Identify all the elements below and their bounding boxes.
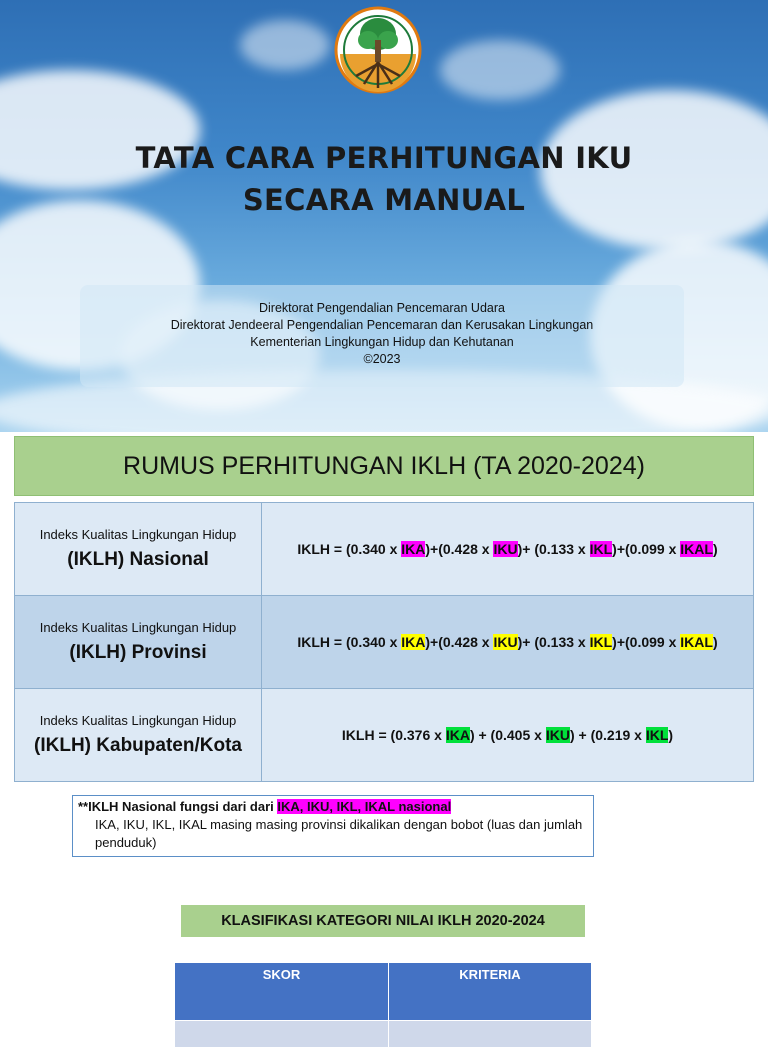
formula-text: ) + (0.219 x [569, 727, 646, 743]
header-skor: SKOR [175, 963, 389, 1021]
formula-text: )+(0.099 x [612, 634, 681, 650]
note-prefix: **IKLH Nasional fungsi dari dari [78, 799, 278, 814]
formula-label-small: Indeks Kualitas Lingkungan Hidup [39, 712, 237, 728]
table-row [15, 596, 754, 689]
formula-variable: IKA [401, 541, 426, 557]
formula-label-big: (IKLH) Nasional [67, 548, 209, 570]
formula-variable: IKL [645, 727, 669, 743]
info-copyright: ©2023 [363, 352, 401, 366]
info-ministry: Kementerian Lingkungan Hidup dan Kehutanan [250, 335, 514, 349]
formula-text: ) [668, 727, 674, 743]
formula-text: )+(0.428 x [425, 634, 494, 650]
formula-text: )+(0.428 x [425, 541, 494, 557]
formula-expression [262, 596, 754, 689]
formula-text: ) + (0.405 x [469, 727, 546, 743]
formula-variable: IKA [401, 634, 426, 650]
cover-slide [0, 0, 768, 432]
table-row-cell [175, 1021, 389, 1048]
formula-label-big: (IKLH) Kabupaten/Kota [34, 734, 242, 756]
note-detail: IKA, IKU, IKL, IKAL masing masing provinsi dikalikan dengan bobot (luas dan jumlah penduduk) [95, 817, 583, 850]
formula-variable: IKAL [680, 634, 713, 650]
formula-label-small: Indeks Kualitas Lingkungan Hidup [39, 619, 237, 635]
formula-label-cell [15, 503, 262, 596]
formula-variable: IKA [445, 727, 470, 743]
formula-variable: IKL [589, 541, 613, 557]
formula-text: ) [712, 541, 718, 557]
table-row-cell [389, 1021, 592, 1048]
formula-variable: IKU [493, 634, 518, 650]
classification-title: KLASIFIKASI KATEGORI NILAI IKLH 2020-2024 [181, 905, 585, 937]
formula-label-cell [15, 596, 262, 689]
info-directorate: Direktorat Pengendalian Pencemaran Udara [259, 301, 505, 315]
formula-text: IKLH = (0.340 x [297, 541, 402, 557]
formula-variable: IKU [545, 727, 570, 743]
formula-text: )+ (0.133 x [517, 634, 590, 650]
cloud-shape [240, 20, 330, 70]
formula-expression [262, 503, 754, 596]
formula-label-big: (IKLH) Provinsi [69, 641, 207, 663]
formula-text: IKLH = (0.340 x [297, 634, 402, 650]
formula-variable: IKL [589, 634, 613, 650]
formula-text: ) [712, 634, 718, 650]
info-directorate-general: Direktorat Jendeeral Pengendalian Pencemaran dan Kerusakan Lingkungan [170, 318, 594, 332]
formula-text: )+ (0.133 x [517, 541, 590, 557]
table-row [15, 689, 754, 782]
cloud-shape [440, 40, 560, 100]
formula-variable: IKAL [680, 541, 713, 557]
formula-section-title: RUMUS PERHITUNGAN IKLH (TA 2020-2024) [14, 436, 754, 496]
note-highlight: IKA, IKU, IKL, IKAL nasional [277, 799, 452, 814]
cover-title-line2: SECARA MANUAL [242, 183, 526, 217]
formula-table [14, 502, 754, 782]
note-box [72, 795, 594, 857]
header-kriteria: KRITERIA [389, 963, 592, 1021]
formula-expression [262, 689, 754, 782]
table-row [15, 503, 754, 596]
cover-title-line1: TATA CARA PERHITUNGAN IKU [135, 141, 633, 175]
formula-text: IKLH = (0.376 x [341, 727, 446, 743]
formula-variable: IKU [493, 541, 518, 557]
formula-text: )+(0.099 x [612, 541, 681, 557]
formula-label-cell [15, 689, 262, 782]
klhk-tree-roots-logo-icon [334, 4, 422, 96]
formula-label-small: Indeks Kualitas Lingkungan Hidup [39, 526, 237, 542]
classification-table [174, 962, 592, 1048]
